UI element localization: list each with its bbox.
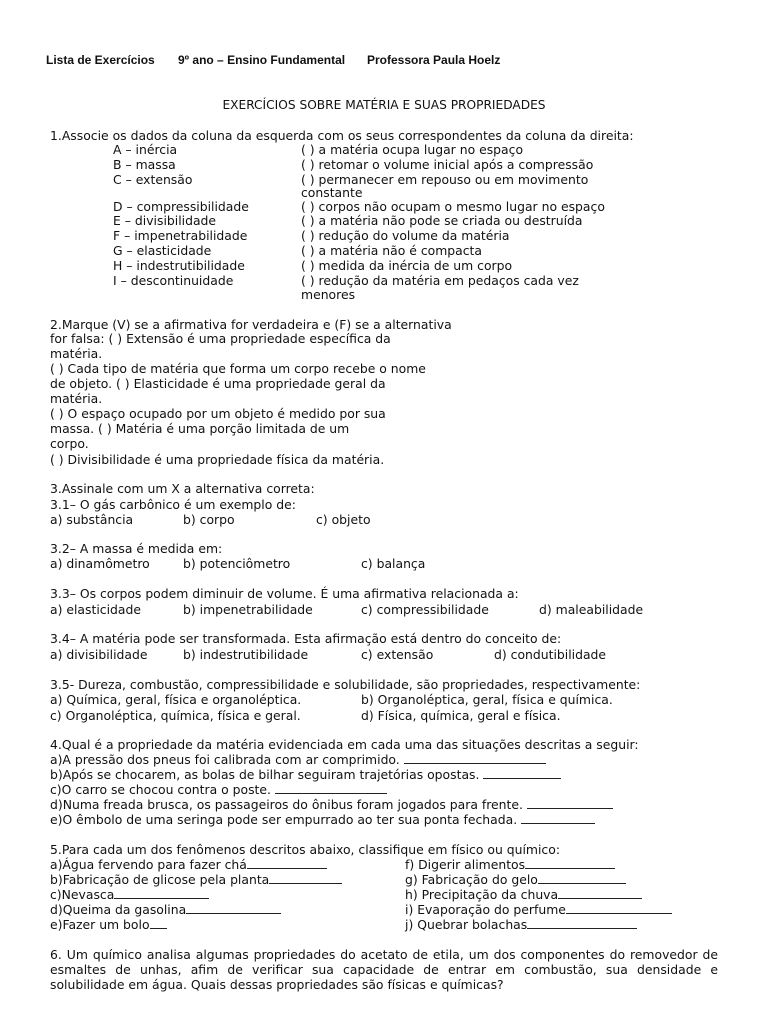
q3-2-option: c) balança (361, 556, 426, 571)
q3-5-option: d) Física, química, geral e física. (361, 708, 561, 723)
q2-line: corpo. (50, 436, 89, 451)
q4-prompt: 4.Qual é a propriedade da matéria evidenciada em cada uma das situações descritas a seguir: (50, 737, 639, 752)
q1-left-item: G – elasticidade (113, 243, 212, 258)
q5-item (50, 902, 281, 917)
q1-right-item: ( ) retomar o volume inicial após a compressão (301, 157, 594, 172)
answer-line[interactable] (483, 767, 561, 779)
q3-5-option: a) Química, geral, física e organoléptica. (50, 692, 302, 707)
q3-4-option: d) condutibilidade (494, 647, 607, 662)
q5-item-text: c)Nevasca (50, 887, 115, 902)
answer-line[interactable] (566, 902, 672, 914)
q1-left-item: C – extensão (113, 172, 193, 187)
q1-right-item: ( ) redução da matéria em pedaços cada vez (301, 273, 579, 288)
answer-line[interactable] (527, 917, 637, 929)
q5-item (405, 857, 615, 872)
answer-line[interactable] (525, 857, 615, 869)
q5-prompt: 5.Para cada um dos fenômenos descritos abaixo, classifique em físico ou químico: (50, 842, 560, 857)
header-teacher: Professora Paula Hoelz (367, 53, 501, 67)
q1-left-item: F – impenetrabilidade (113, 228, 248, 243)
q3-1-stem: 3.1– O gás carbônico é um exemplo de: (50, 497, 296, 512)
q2-line: ( ) Divisibilidade é uma propriedade física da matéria. (50, 452, 385, 467)
q4-item-text: a)A pressão dos pneus foi calibrada com ar comprimido. (50, 752, 400, 767)
q2-line: de objeto. ( ) Elasticidade é uma propriedade geral da (50, 376, 386, 391)
q4-item-text: b)Após se chocarem, as bolas de bilhar seguiram trajetórias opostas. (50, 767, 480, 782)
answer-line[interactable] (114, 887, 209, 899)
q3-1-option: c) objeto (316, 512, 371, 527)
q2-line: massa. ( ) Matéria é uma porção limitada de um (50, 421, 350, 436)
q1-right-item: ( ) permanecer em repouso ou em movimento (301, 172, 589, 187)
q4-item-text: d)Numa freada brusca, os passageiros do ônibus foram jogados para frente. (50, 797, 523, 812)
q4-item (50, 752, 546, 767)
q5-item-text: a)Água fervendo para fazer chá (50, 857, 247, 872)
q5-item-text: g) Fabricação do gelo (405, 872, 538, 887)
header-grade: 9º ano – Ensino Fundamental (178, 53, 346, 67)
answer-line[interactable] (404, 752, 546, 764)
q4-item (50, 782, 387, 797)
page-title: EXERCÍCIOS SOBRE MATÉRIA E SUAS PROPRIEDADES (222, 98, 546, 112)
q2-line: 2.Marque (V) se a afirmativa for verdadeira e (F) se a alternativa (50, 317, 452, 332)
q2-line: for falsa: ( ) Extensão é uma propriedade específica da (50, 331, 391, 346)
answer-line[interactable] (527, 797, 613, 809)
q2-line: ( ) O espaço ocupado por um objeto é medido por sua (50, 406, 386, 421)
q1-right-item: constante (301, 185, 363, 200)
q3-2-stem: 3.2– A massa é medida em: (50, 541, 223, 556)
q1-prompt: 1.Associe os dados da coluna da esquerda com os seus correspondentes da coluna da direita: (50, 128, 634, 143)
q5-item-text: f) Digerir alimentos (405, 857, 526, 872)
q2-line: ( ) Cada tipo de matéria que forma um corpo recebe o nome (50, 361, 426, 376)
q5-item (50, 857, 327, 872)
q3-prompt: 3.Assinale com um X a alternativa correta: (50, 481, 315, 496)
q1-left-item: H – indestrutibilidade (113, 258, 245, 273)
q5-item (405, 872, 626, 887)
q3-2-option: a) dinamômetro (50, 556, 150, 571)
q5-item (405, 887, 642, 902)
answer-line[interactable] (247, 857, 327, 869)
answer-line[interactable] (521, 812, 595, 824)
q3-1-option: a) substância (50, 512, 134, 527)
q5-item-text: j) Quebrar bolachas (405, 917, 528, 932)
q3-4-stem: 3.4– A matéria pode ser transformada. Esta afirmação está dentro do conceito de: (50, 631, 562, 646)
q3-4-option: a) divisibilidade (50, 647, 148, 662)
q4-item (50, 767, 561, 782)
q5-item-text: b)Fabricação de glicose pela planta (50, 872, 270, 887)
q5-item-text: d)Queima da gasolina (50, 902, 187, 917)
q3-5-option: c) Organoléptica, química, física e geral. (50, 708, 301, 723)
q1-right-item: ( ) medida da inércia de um corpo (301, 258, 513, 273)
q5-item-text: e)Fazer um bolo (50, 917, 150, 932)
q3-5-option: b) Organoléptica, geral, física e química. (361, 692, 613, 707)
q1-left-item: B – massa (113, 157, 176, 172)
q1-right-item: ( ) a matéria não pode se criada ou destruída (301, 213, 583, 228)
q1-right-item: ( ) corpos não ocupam o mesmo lugar no espaço (301, 199, 605, 214)
q1-right-item: menores (301, 287, 356, 302)
q3-3-option: c) compressibilidade (361, 602, 489, 617)
q1-left-item: I – descontinuidade (113, 273, 234, 288)
q1-right-item: ( ) redução do volume da matéria (301, 228, 510, 243)
q5-item (50, 887, 209, 902)
answer-line[interactable] (538, 872, 626, 884)
q5-item-text: i) Evaporação do perfume (405, 902, 566, 917)
answer-line[interactable] (186, 902, 281, 914)
q5-item (50, 917, 167, 932)
q1-right-item: ( ) a matéria ocupa lugar no espaço (301, 142, 524, 157)
q6-text: 6. Um químico analisa algumas propriedades do acetato de etila, um dos componentes do removedor de esmaltes de unhas, afim de verificar sua capacidade de entrar em combustão, sua densidade e solubilidade em água. Quais dessas propriedades são físicas e químicas? (50, 947, 718, 993)
q3-3-option: d) maleabilidade (539, 602, 644, 617)
answer-line[interactable] (269, 872, 342, 884)
q4-item-text: e)O êmbolo de uma seringa pode ser empurrado ao ter sua ponta fechada. (50, 812, 518, 827)
q1-left-item: D – compressibilidade (113, 199, 249, 214)
q5-item (405, 917, 637, 932)
q4-item (50, 812, 595, 827)
q3-3-option: a) elasticidade (50, 602, 141, 617)
q3-1-option: b) corpo (183, 512, 235, 527)
answer-line[interactable] (558, 887, 642, 899)
q3-3-option: b) impenetrabilidade (183, 602, 313, 617)
answer-line[interactable] (150, 917, 167, 929)
q5-item (405, 902, 672, 917)
q1-right-item: ( ) a matéria não é compacta (301, 243, 483, 258)
q2-line: matéria. (50, 391, 103, 406)
q4-item (50, 797, 613, 812)
q3-4-option: c) extensão (361, 647, 434, 662)
q3-3-stem: 3.3– Os corpos podem diminuir de volume. É uma afirmativa relacionada a: (50, 586, 519, 601)
answer-line[interactable] (275, 782, 387, 794)
q3-2-option: b) potenciômetro (183, 556, 291, 571)
q1-left-item: E – divisibilidade (113, 213, 217, 228)
q1-left-item: A – inércia (113, 142, 178, 157)
q2-line: matéria. (50, 346, 103, 361)
header-list: Lista de Exercícios (46, 53, 155, 67)
q5-item-text: h) Precipitação da chuva (405, 887, 559, 902)
q3-5-stem: 3.5- Dureza, combustão, compressibilidade e solubilidade, são propriedades, respectivamente: (50, 677, 641, 692)
q3-4-option: b) indestrutibilidade (183, 647, 309, 662)
q4-item-text: c)O carro se chocou contra o poste. (50, 782, 271, 797)
q5-item (50, 872, 342, 887)
